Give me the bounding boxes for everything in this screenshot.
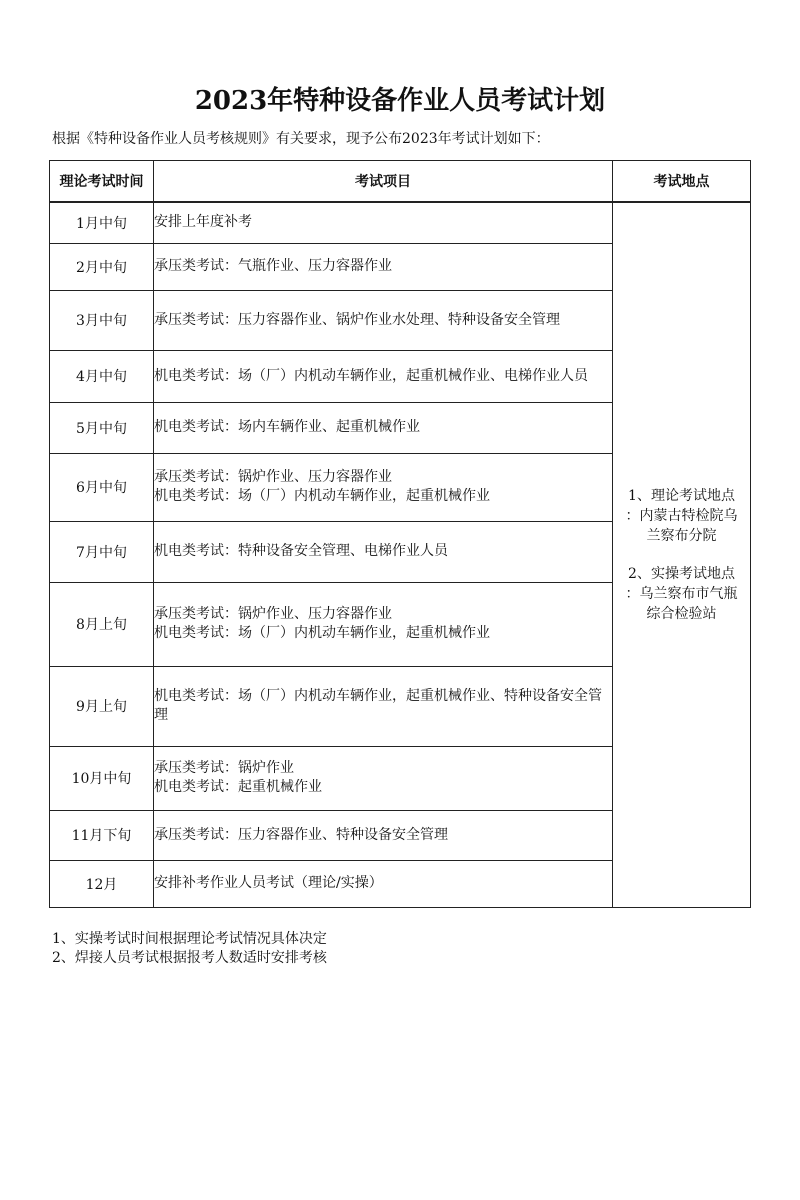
row-item-line: 机电类考试：场（厂）内机动车辆作业，起重机械作业: [154, 625, 490, 641]
row-item: [154, 243, 613, 290]
location-theory-line2: ：内蒙古特检院乌: [625, 507, 738, 524]
header-location: 考试地点: [613, 161, 751, 203]
row-time: 6月中旬: [50, 453, 154, 521]
row-item: [154, 582, 613, 666]
row-item: [154, 860, 613, 907]
location-theory-line3: 兰察布分院: [646, 527, 717, 544]
row-item-line: 机电类考试：场（厂）内机动车辆作业，起重机械作业、特种设备安全管理: [154, 688, 602, 723]
row-item: [154, 666, 613, 746]
row-time: 9月上旬: [50, 666, 154, 746]
row-item-line: 安排补考作业人员考试（理论/实操）: [154, 875, 383, 891]
row-time: 5月中旬: [50, 402, 154, 453]
row-item-line: 承压类考试：锅炉作业: [154, 760, 294, 776]
row-item: [154, 746, 613, 810]
row-item: [154, 521, 613, 582]
row-item-line: 承压类考试：压力容器作业、特种设备安全管理: [154, 826, 448, 843]
row-item-line: 承压类考试：锅炉作业、压力容器作业: [154, 606, 392, 622]
row-item: [154, 202, 613, 243]
location-practice-line2: ：乌兰察布市气瓶: [625, 585, 738, 602]
row-time: 2月中旬: [50, 243, 154, 290]
row-item-line: 承压类考试：气瓶作业、压力容器作业: [154, 258, 392, 274]
row-item: [154, 290, 613, 350]
row-time: 7月中旬: [50, 521, 154, 582]
header-item: 考试项目: [154, 161, 613, 203]
row-time: 3月中旬: [50, 290, 154, 350]
exam-location: [613, 202, 751, 907]
table-header-row: [50, 161, 751, 203]
row-time: 12月: [50, 860, 154, 907]
exam-plan-table: [49, 160, 751, 908]
row-item-line: 机电类考试：场（厂）内机动车辆作业，起重机械作业: [154, 488, 490, 504]
page-title: 2023年特种设备作业人员考试计划: [194, 86, 606, 116]
location-practice-line1: 2、实操考试地点: [628, 565, 735, 582]
row-item-line: 承压类考试：锅炉作业、压力容器作业: [154, 469, 392, 485]
row-item-line: 机电类考试：场内车辆作业、起重机械作业: [154, 419, 420, 435]
row-time: 10月中旬: [50, 746, 154, 810]
note-item: 2、焊接人员考试根据报考人数适时安排考核: [52, 950, 327, 966]
note-item: 1、实操考试时间根据理论考试情况具体决定: [52, 931, 327, 947]
row-item: [154, 402, 613, 453]
table-row: [50, 202, 751, 243]
location-practice-line3: 综合检验站: [646, 605, 717, 622]
header-time: 理论考试时间: [50, 161, 154, 203]
notes: [52, 930, 327, 968]
row-time: 8月上旬: [50, 582, 154, 666]
location-theory-line1: 1、理论考试地点: [628, 487, 735, 504]
row-time: 11月下旬: [50, 810, 154, 860]
row-item-line: 承压类考试：压力容器作业、锅炉作业水处理、特种设备安全管理: [154, 311, 560, 328]
row-item: [154, 453, 613, 521]
row-item-line: 机电类考试：起重机械作业: [154, 779, 322, 795]
row-item-line: 机电类考试：场（厂）内机动车辆作业，起重机械作业、电梯作业人员: [154, 367, 588, 384]
row-item-line: 安排上年度补考: [154, 214, 252, 231]
row-item-line: 机电类考试：特种设备安全管理、电梯作业人员: [154, 543, 448, 559]
intro-text: 根据《特种设备作业人员考核规则》有关要求，现予公布2023年考试计划如下：: [52, 131, 550, 147]
row-item: [154, 350, 613, 402]
row-time: 1月中旬: [50, 202, 154, 243]
row-time: 4月中旬: [50, 350, 154, 402]
row-item: [154, 810, 613, 860]
